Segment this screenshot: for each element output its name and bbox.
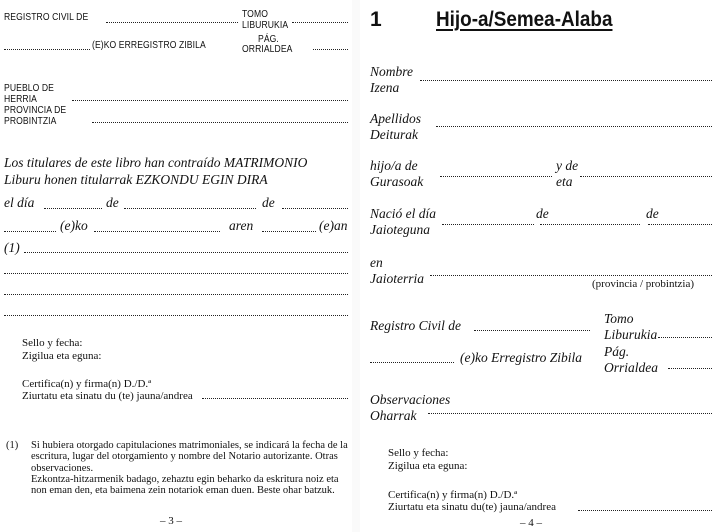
certifica-signature-field[interactable] (202, 398, 348, 399)
year-field[interactable] (282, 208, 348, 209)
aren-field[interactable] (94, 231, 220, 232)
registro-zibila-field[interactable] (4, 49, 90, 50)
tomo-label-right: Tomo (604, 311, 634, 326)
page-gutter (352, 0, 360, 532)
registro-zibila-label: (E)KO ERREGISTRO ZIBILA (92, 40, 206, 51)
registro-civil-label-right: Registro Civil de (370, 318, 461, 333)
observation-line-4[interactable] (4, 315, 348, 316)
certifica-signature-field-right[interactable] (578, 510, 712, 511)
footnote-text-eu: Ezkontza-hitzarmenik badago, zehaztu egin beharko da eskritura noiz eta non eman den, eta baimena zein notariok eman duen. Beste ohar batzuk. (31, 474, 339, 497)
orrialdea-label-right: Orrialdea (604, 360, 658, 375)
madre-field[interactable] (580, 176, 712, 177)
page-number-3: – 3 – (160, 515, 182, 527)
observation-line-2[interactable] (4, 273, 348, 274)
birth-month-field[interactable] (540, 224, 640, 225)
ean-label: (e)an (319, 218, 348, 233)
footnote-marker: (1) (6, 440, 19, 451)
month-field[interactable] (124, 208, 256, 209)
certifica-label-right: Certifica(n) y firma(n) D./D.ª (388, 489, 518, 501)
pag-label: PÁG. (258, 34, 279, 45)
registro-zibila-label-right: (e)ko Erregistro Zibila (460, 350, 582, 365)
hijo-de-label: hijo/a de (370, 158, 418, 173)
birthplace-field[interactable] (430, 275, 712, 276)
sello-label: Sello y fecha: (22, 337, 83, 349)
registro-civil-field[interactable] (106, 22, 238, 23)
registro-zibila-field-right[interactable] (370, 362, 454, 363)
apellidos-field[interactable] (436, 126, 712, 127)
child-number: 1 (370, 8, 382, 31)
marriage-statement-eu: Liburu honen titularrak EZKONDU EGIN DIRA (4, 172, 268, 187)
en-label: en (370, 255, 383, 270)
observation-line-3[interactable] (4, 294, 348, 295)
izena-label: Izena (370, 80, 400, 95)
page-number-4: – 4 – (520, 517, 542, 529)
registro-civil-field-right[interactable] (474, 330, 590, 331)
apellidos-label: Apellidos (370, 111, 421, 126)
ziurtatu-label: Ziurtatu eta sinatu du (te) jauna/andrea (22, 390, 193, 402)
registro-civil-label: REGISTRO CIVIL DE (4, 12, 89, 23)
liburukia-label: LIBURUKIA (242, 20, 289, 31)
page-title: Hijo-a/Semea-Alaba (436, 8, 613, 31)
aren-label: aren (229, 218, 254, 233)
zigilua-label: Zigilua eta eguna: (22, 350, 102, 362)
el-dia-label: el día (4, 195, 35, 210)
tomo-field[interactable] (292, 22, 348, 23)
provincia-hint: (provincia / probintzia) (592, 278, 695, 290)
pag-field-right[interactable] (668, 368, 712, 369)
liburukia-label-right: Liburukia (604, 327, 658, 342)
birth-de-label-2: de (646, 206, 659, 221)
pueblo-field[interactable] (72, 100, 348, 101)
y-de-label: y de (556, 158, 579, 173)
de-label-2: de (262, 195, 275, 210)
note-ref-1: (1) (4, 240, 20, 255)
gurasoak-label: Gurasoak (370, 174, 424, 189)
padre-field[interactable] (440, 176, 552, 177)
certifica-label: Certifica(n) y firma(n) D./D.ª (22, 378, 152, 390)
ean-field[interactable] (262, 231, 316, 232)
sello-label-right: Sello y fecha: (388, 447, 449, 459)
probintzia-label: PROBINTZIA (4, 116, 57, 127)
left-page-marriage (0, 0, 352, 532)
pag-label-right: Pág. (604, 344, 630, 359)
ziurtatu-label-right: Ziurtatu eta sinatu du(te) jauna/andrea (388, 501, 556, 513)
eta-label: eta (556, 174, 573, 189)
tomo-label: TOMO (242, 9, 268, 20)
observaciones-field[interactable] (428, 413, 712, 414)
observation-line-1[interactable] (24, 252, 348, 253)
birth-year-field[interactable] (648, 224, 712, 225)
orrialdea-label: ORRIALDEA (242, 44, 293, 55)
herria-label: HERRIA (4, 94, 38, 105)
jaioterria-label: Jaioterria (370, 271, 424, 286)
oharrak-label: Oharrak (370, 408, 417, 423)
de-label-1: de (106, 195, 119, 210)
nacio-label: Nació el día (370, 206, 436, 221)
deiturak-label: Deiturak (370, 127, 418, 142)
observaciones-label: Observaciones (370, 392, 451, 407)
provincia-field[interactable] (92, 122, 348, 123)
nombre-label: Nombre (370, 64, 413, 79)
tomo-field-right[interactable] (658, 337, 712, 338)
day-field[interactable] (44, 208, 102, 209)
right-page-child (360, 0, 720, 532)
marriage-statement-es: Los titulares de este libro han contraído MATRIMONIO (4, 155, 308, 170)
provincia-label: PROVINCIA DE (4, 105, 67, 116)
eko-field[interactable] (4, 231, 56, 232)
jaioteguna-label: Jaioteguna (370, 222, 430, 237)
birth-de-label-1: de (536, 206, 549, 221)
zigilua-label-right: Zigilua eta eguna: (388, 460, 468, 472)
footnote-text-es: Si hubiera otorgado capitulaciones matrimoniales, se indicará la fecha de la escritura, lugar del otorgamiento y nombre del Notario autorizante. Otras observaciones. (31, 440, 348, 474)
eko-label: (e)ko (60, 218, 88, 233)
pueblo-label: PUEBLO DE (4, 83, 55, 94)
nombre-field[interactable] (420, 80, 712, 81)
birth-day-field[interactable] (442, 224, 534, 225)
pag-field[interactable] (313, 49, 348, 50)
